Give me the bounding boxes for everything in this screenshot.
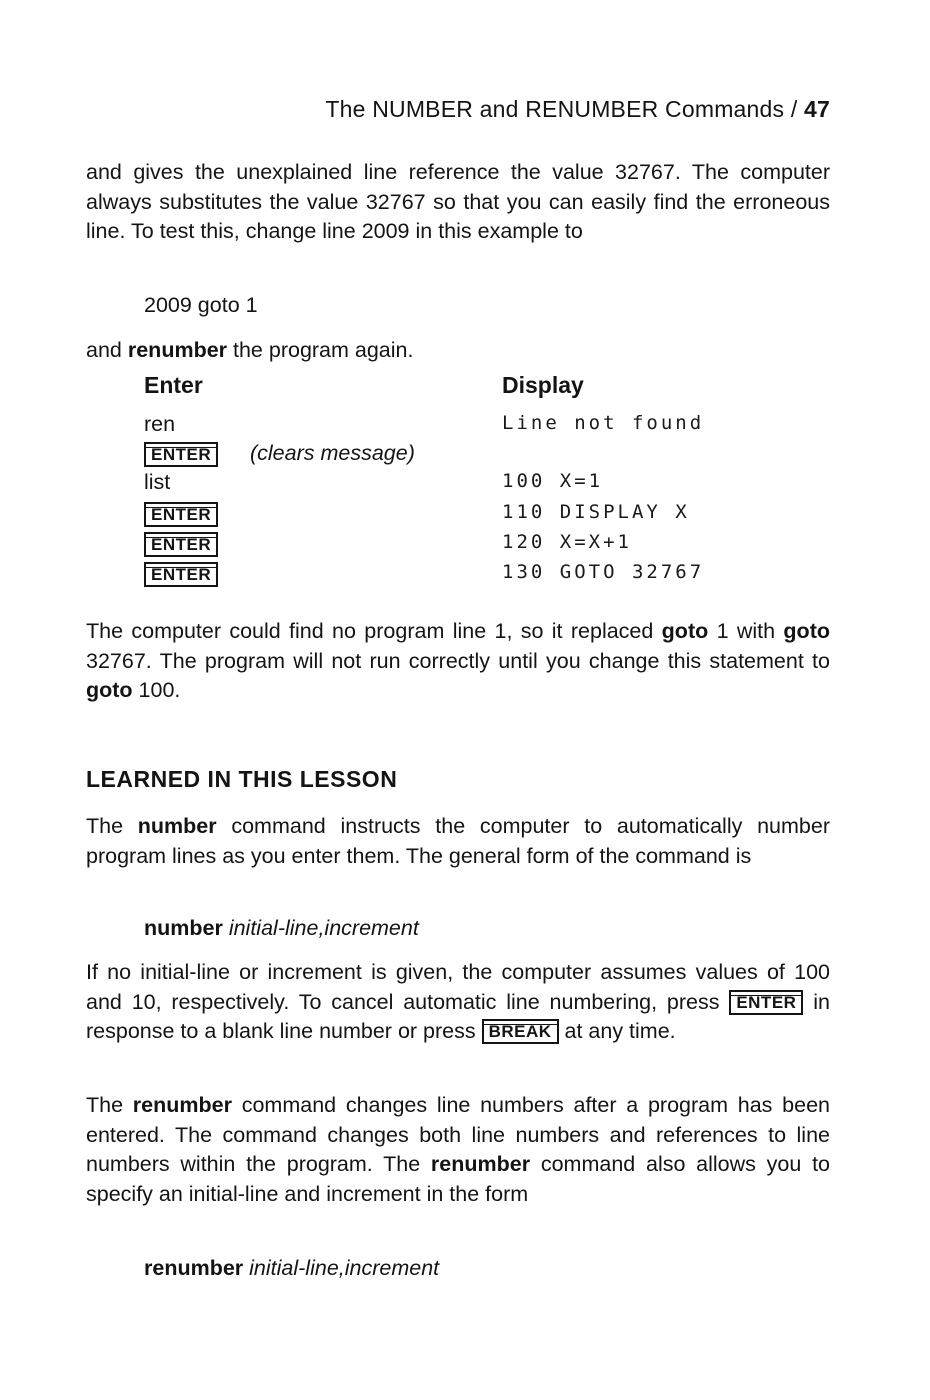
- enter-key: ENTER: [144, 562, 218, 587]
- text-run: command instructs the computer to automatically number program lines as you enter them. The general form of the command is: [86, 814, 830, 868]
- paragraph-goto-explanation: [86, 617, 830, 706]
- keyword-renumber: renumber: [132, 1093, 232, 1117]
- section-heading: LEARNED IN THIS LESSON: [86, 766, 398, 792]
- display-cell-100: 100 X=1: [502, 470, 604, 492]
- text-run: 1 with: [708, 619, 784, 643]
- break-key: BREAK: [482, 1019, 559, 1044]
- running-head-title: The NUMBER and RENUMBER Commands: [325, 96, 785, 122]
- text-run: and: [86, 338, 128, 362]
- keyword-goto: goto: [783, 619, 830, 643]
- syntax-renumber: [144, 1254, 439, 1284]
- display-cell-line-not-found: Line not found: [502, 412, 705, 434]
- text-run: 100.: [132, 678, 181, 702]
- enter-key: ENTER: [144, 442, 218, 467]
- text-run: command also allows you to specify an initial-line and increment in the form: [86, 1152, 830, 1206]
- text-run: in response to a blank line number or press: [86, 989, 830, 1043]
- text-run: the program again.: [227, 338, 414, 362]
- keyword-goto: goto: [661, 619, 709, 643]
- enter-key: ENTER: [729, 990, 803, 1015]
- display-cell-130: 130 GOTO 32767: [502, 561, 705, 583]
- page-number: 47: [804, 96, 830, 122]
- syntax-arguments: initial-line,increment: [228, 916, 419, 940]
- code-example-goto: 2009 goto 1: [144, 293, 258, 317]
- syntax-arguments: initial-line,increment: [249, 1256, 440, 1280]
- display-cell-120: 120 X=X+1: [502, 531, 632, 553]
- text-run: 32767. The program will not run correctly until you change this statement to: [86, 648, 830, 673]
- enter-key: ENTER: [144, 502, 218, 527]
- syntax-command: number: [144, 916, 223, 940]
- enter-cell-key-2: [144, 500, 218, 530]
- running-head: [86, 96, 830, 123]
- syntax-command: renumber: [144, 1256, 244, 1280]
- paragraph-intro-text: and gives the unexplained line reference the value 32767. The computer always substitutes the value 32767 so that you can easily find the erroneous line. To test this, change line 2009 in this example to: [86, 160, 830, 243]
- text-run: If no initial-line or increment is given, the computer assumes values of 100 and 10, respectively. To cancel automatic line numbering, press: [86, 960, 830, 1014]
- keyword-renumber: renumber: [127, 338, 228, 362]
- text-run: command changes line numbers after a program has been entered. The command changes both line numbers and references to line numbers within the program. The: [86, 1093, 830, 1176]
- paragraph-number-command: [86, 812, 830, 871]
- enter-cell-key-1: [144, 440, 218, 470]
- display-cell-110: 110 DISPLAY X: [502, 501, 690, 523]
- note-clears-message: (clears message): [250, 441, 415, 465]
- text-run: The: [86, 814, 138, 838]
- enter-column-header: Enter: [144, 372, 203, 398]
- enter-cell-key-3: [144, 530, 218, 560]
- syntax-number: [144, 914, 419, 944]
- enter-key: ENTER: [144, 532, 218, 557]
- running-head-separator: /: [784, 96, 805, 122]
- enter-cell-key-4: [144, 560, 218, 590]
- enter-cell-ren: ren: [144, 412, 176, 436]
- keyword-goto: goto: [86, 678, 133, 702]
- keyword-renumber: renumber: [430, 1152, 531, 1176]
- text-run: The: [86, 1093, 133, 1117]
- keyword-number: number: [137, 814, 217, 838]
- paragraph-renumber-command: [86, 1091, 830, 1209]
- paragraph-renumber-again: [86, 336, 830, 366]
- display-column-header: Display: [502, 372, 584, 398]
- text-run: The computer could find no program line 1, so it replaced: [86, 619, 662, 643]
- enter-cell-list: list: [144, 470, 171, 494]
- text-run: at any time.: [558, 1019, 676, 1043]
- paragraph-defaults: [86, 958, 830, 1047]
- paragraph-intro: [86, 158, 830, 247]
